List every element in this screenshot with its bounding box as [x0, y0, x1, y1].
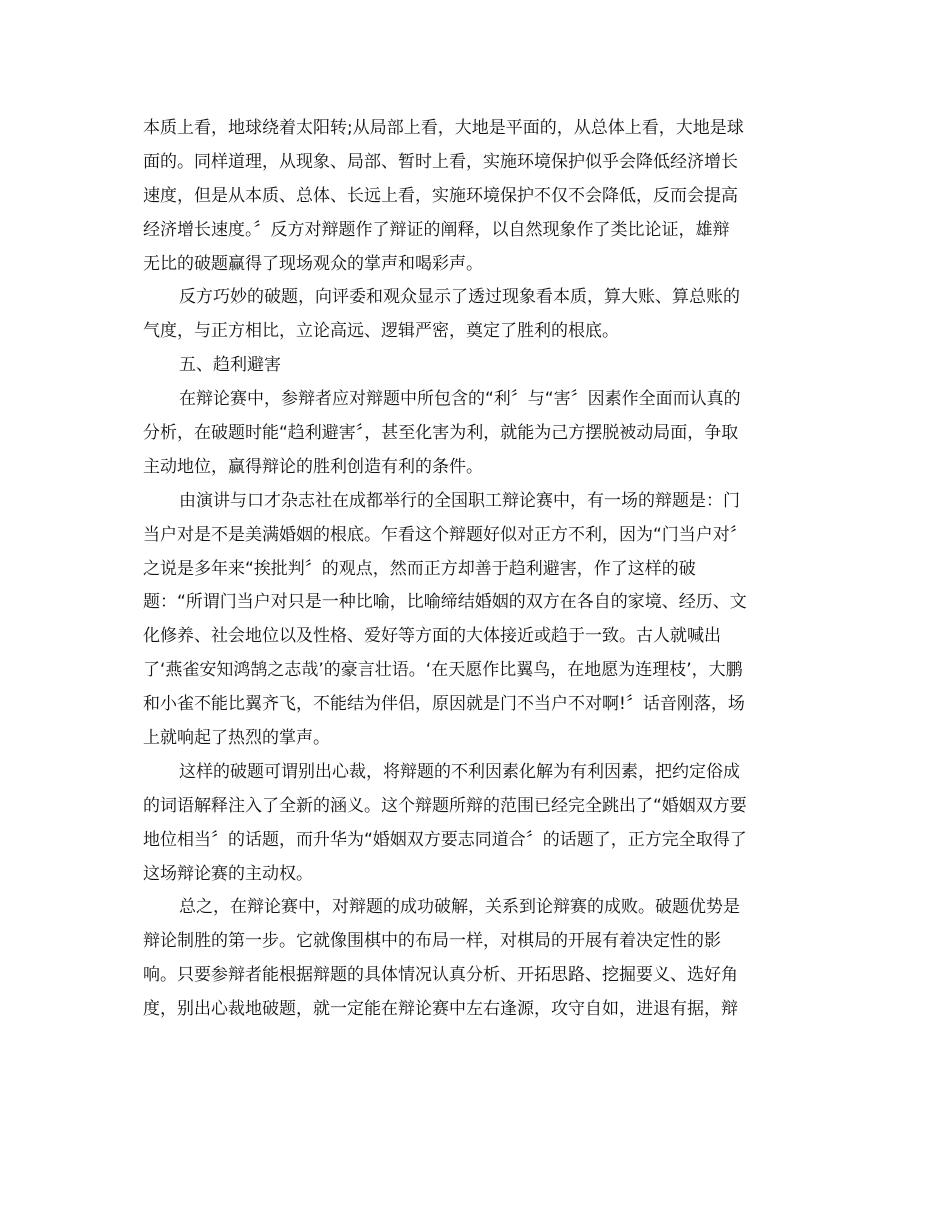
text-line: 的词语解释注入了全新的涵义。这个辩题所辩的范围已经完全跳出了“婚姻双方要: [143, 795, 747, 816]
text-line: 在辩论赛中，参辩者应对辩题中所包含的“利〞与“害〞因素作全面而认真的: [179, 389, 741, 410]
text-line: 无比的破题赢得了现场观众的掌声和喝彩声。: [143, 253, 483, 274]
text-line: 地位相当〞的话题，而升华为“婚姻双方要志同道合〞的话题了，正方完全取得了: [143, 829, 747, 850]
document-body: [143, 112, 808, 1027]
text-line: 辩论制胜的第一步。它就像围棋中的布局一样，对棋局的开展有着决定性的影: [143, 931, 721, 952]
text-line: 主动地位，赢得辩论的胜利创造有利的条件。: [143, 456, 483, 477]
text-line: 面的。同样道理，从现象、局部、暂时上看，实施环境保护似乎会降低经济增长: [143, 151, 738, 172]
text-line: 了‘燕雀安知鸿鹄之志哉’的豪言壮语。‘在天愿作比翼鸟，在地愿为连理枝’，大鹏: [143, 660, 743, 681]
text-line: 速度，但是从本质、总体、长远上看，实施环境保护不仅不会降低，反而会提高: [143, 185, 738, 206]
text-line: 上就响起了热烈的掌声。: [143, 728, 330, 749]
text-line: 化修养、社会地位以及性格、爱好等方面的大体接近或趋于一致。古人就喊出: [143, 626, 721, 647]
text-line: 本质上看，地球绕着太阳转;从局部上看，大地是平面的，从总体上看，大地是球: [143, 118, 744, 138]
text-line: 题：“所谓门当户对只是一种比喻，比喻缔结婚姻的双方在各自的家境、经历、文: [143, 592, 747, 613]
text-line: 和小雀不能比翼齐飞，不能结为伴侣，原因就是门不当户不对啊!〞话音刚落，场: [143, 694, 745, 715]
text-line: 经济增长速度。〞反方对辩题作了辩证的阐释，以自然现象作了类比论证，雄辩: [143, 219, 730, 240]
text-line: 由演讲与口才杂志社在成都举行的全国职工辩论赛中，有一场的辩题是：门: [179, 490, 740, 511]
text-line: 总之，在辩论赛中，对辩题的成功破解，关系到论辩赛的成败。破题优势是: [179, 897, 740, 918]
text-line: 这场辩论赛的主动权。: [143, 863, 313, 884]
text-line: 度，别出心裁地破题，就一定能在辩论赛中左右逢源，攻守自如，进退有据，辩: [143, 999, 738, 1020]
text-line: 分析，在破题时能“趋利避害〞，甚至化害为利，就能为己方摆脱被动局面，争取: [143, 423, 739, 444]
text-line: 当户对是不是美满婚姻的根底。乍看这个辩题好似对正方不利，因为“门当户对〞: [143, 524, 747, 545]
text-line: 气度，与正方相比，立论高远、逻辑严密，奠定了胜利的根底。: [143, 321, 619, 342]
text-line: 之说是多年来“挨批判〞的观点，然而正方却善于趋利避害，作了这样的破: [143, 558, 696, 579]
text-line: 五、趋利避害: [179, 355, 281, 376]
text-line: 响。只要参辩者能根据辩题的具体情况认真分析、开拓思路、挖掘要义、选好角: [143, 965, 738, 986]
text-line: 反方巧妙的破题，向评委和观众显示了透过现象看本质，算大账、算总账的: [179, 287, 740, 308]
text-line: 这样的破题可谓别出心裁，将辩题的不利因素化解为有利因素，把约定俗成: [179, 761, 740, 782]
